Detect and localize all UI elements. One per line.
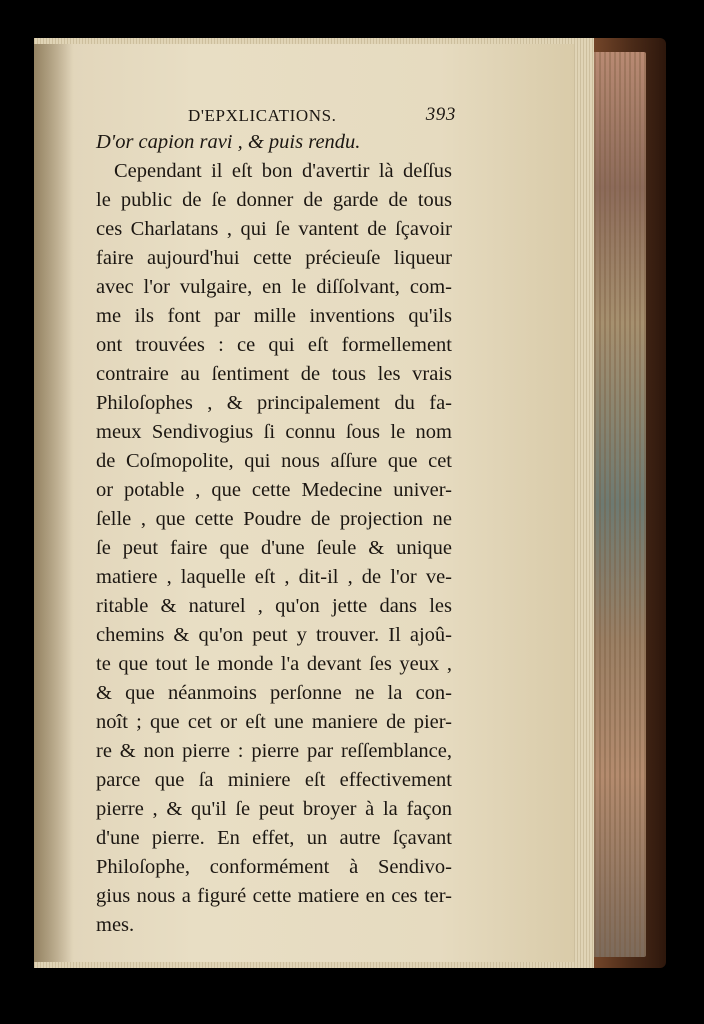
page-gutter xyxy=(34,44,74,962)
text-line: faire aujourd'hui cette précieuſe liqueur xyxy=(96,247,452,269)
text-line: ces Charlatans , qui ſe vantent de ſçavoir xyxy=(96,218,452,240)
text-line: contraire au ſentiment de tous les vrais xyxy=(96,363,452,385)
text-line: ſelle , que cette Poudre de projection ne xyxy=(96,508,452,530)
text-line: Cependant il eſt bon d'avertir là deſſus xyxy=(114,160,452,182)
text-line: pierre , & qu'il ſe peut broyer à la façon xyxy=(96,798,452,820)
text-line: Philoſophe, conformément à Sendivo- xyxy=(96,856,452,878)
text-line: de Coſmopolite, qui nous aſſure que cet xyxy=(96,450,452,472)
text-line: & que néanmoins perſonne ne la con- xyxy=(96,682,452,704)
text-line: ſe peut faire que d'une ſeule & unique xyxy=(96,537,452,559)
page-text xyxy=(96,104,456,940)
text-line: parce que ſa miniere eſt effectivement xyxy=(96,769,452,791)
text-line: noît ; que cet or eſt une maniere de pier- xyxy=(96,711,452,733)
text-line: chemins & qu'on peut y trouver. Il ajoû- xyxy=(96,624,452,646)
text-line: d'une pierre. En effet, un autre ſçavant xyxy=(96,827,452,849)
text-line: matiere , laquelle eſt , dit-il , de l'or ve- xyxy=(96,566,452,588)
text-line: re & non pierre : pierre par reſſemblance, xyxy=(96,740,452,762)
page-number: 393 xyxy=(425,104,456,125)
text-line: ont trouvées : ce qui eſt formellement xyxy=(96,334,452,356)
text-line: le public de ſe donner de garde de tous xyxy=(96,189,452,211)
text-line: ritable & naturel , qu'on jette dans les xyxy=(96,595,452,617)
text-line: avec l'or vulgaire, en le diſſolvant, com- xyxy=(96,276,452,298)
text-line: te que tout le monde l'a devant ſes yeux , xyxy=(96,653,452,675)
page-header xyxy=(96,104,456,128)
text-line: or potable , que cette Medecine univer- xyxy=(96,479,452,501)
text-line: gius nous a figuré cette matiere en ces ter- xyxy=(96,885,452,907)
text-line: Philoſophes , & principalement du fa- xyxy=(96,392,452,414)
text-line: mes. xyxy=(96,914,135,936)
text-line: me ils font par mille inventions qu'ils xyxy=(96,305,452,327)
running-head: D'EPXLICATIONS. xyxy=(188,106,337,125)
text-line: meux Sendivogius ſi connu ſous le nom xyxy=(96,421,452,443)
open-book xyxy=(34,38,666,968)
book-page xyxy=(34,44,574,962)
text-line: D'or capion ravi , & puis rendu. xyxy=(96,131,361,153)
